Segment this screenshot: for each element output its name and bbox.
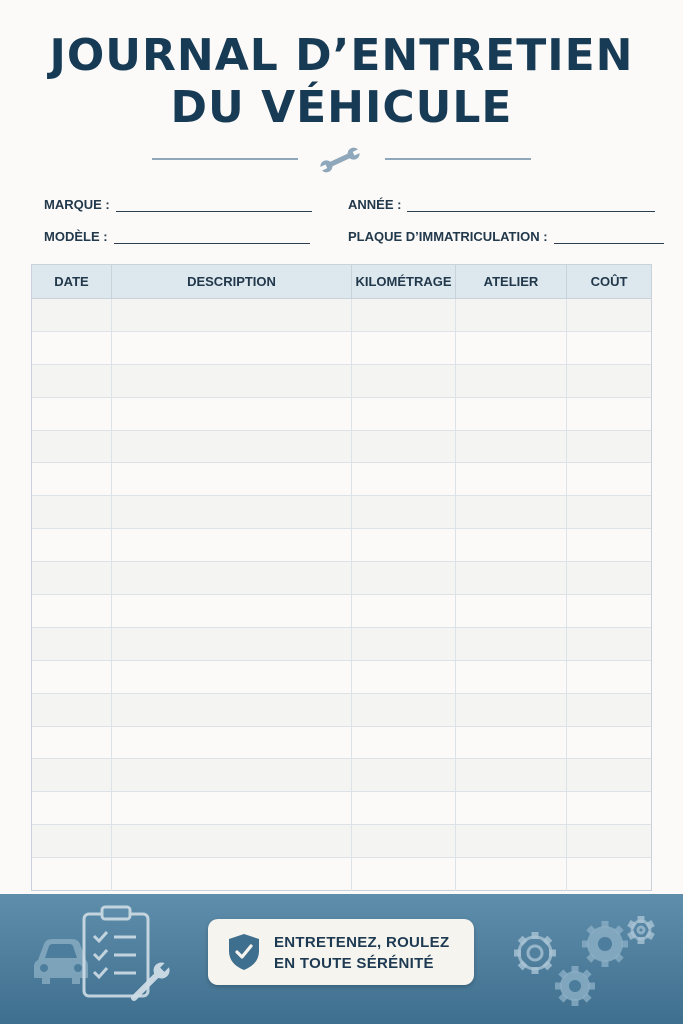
table-cell[interactable]: [32, 595, 112, 627]
field-modele-line[interactable]: [114, 231, 310, 244]
table-cell[interactable]: [456, 694, 567, 726]
table-row: [32, 727, 651, 760]
table-cell[interactable]: [352, 332, 456, 364]
table-cell[interactable]: [567, 398, 651, 430]
slogan-badge: [208, 919, 474, 985]
table-cell[interactable]: [567, 694, 651, 726]
table-cell[interactable]: [352, 858, 456, 891]
table-cell[interactable]: [32, 628, 112, 660]
table-cell[interactable]: [32, 529, 112, 561]
table-row: [32, 825, 651, 858]
wrench-icon: [316, 145, 364, 175]
field-annee-line[interactable]: [407, 199, 655, 212]
table-cell[interactable]: [352, 727, 456, 759]
table-cell[interactable]: [456, 858, 567, 891]
table-cell[interactable]: [456, 628, 567, 660]
table-cell[interactable]: [112, 463, 352, 495]
table-header-row: [32, 265, 651, 299]
table-cell[interactable]: [112, 398, 352, 430]
gear-tooth: [555, 983, 562, 990]
gear-tooth: [602, 960, 609, 967]
table-cell[interactable]: [112, 759, 352, 791]
field-plaque-line[interactable]: [554, 231, 664, 244]
table-cell[interactable]: [112, 299, 352, 331]
table-row: [32, 463, 651, 496]
table-cell[interactable]: [352, 431, 456, 463]
table-cell[interactable]: [112, 825, 352, 857]
gear-tooth: [638, 937, 645, 944]
gear-tooth: [572, 999, 579, 1006]
gear-tooth: [621, 941, 628, 948]
table-cell[interactable]: [456, 562, 567, 594]
table-cell[interactable]: [32, 825, 112, 857]
table-row: [32, 759, 651, 792]
table-cell[interactable]: [456, 595, 567, 627]
table-cell[interactable]: [567, 463, 651, 495]
table-cell[interactable]: [567, 365, 651, 397]
field-marque[interactable]: [44, 194, 312, 212]
table-cell[interactable]: [567, 628, 651, 660]
page-title-line-2: DU VÉHICULE: [170, 82, 513, 133]
table-cell[interactable]: [112, 529, 352, 561]
table-cell[interactable]: [112, 858, 352, 891]
table-row: [32, 529, 651, 562]
table-row: [32, 365, 651, 398]
table-cell[interactable]: [456, 529, 567, 561]
table-cell[interactable]: [112, 562, 352, 594]
wrench-icon: [126, 957, 175, 1006]
gear-tooth: [542, 960, 552, 970]
shield-check-icon: [226, 932, 262, 972]
table-row: [32, 431, 651, 464]
table-cell[interactable]: [32, 365, 112, 397]
table-cell[interactable]: [567, 759, 651, 791]
title-divider: [150, 145, 533, 175]
table-cell[interactable]: [567, 727, 651, 759]
gear-tooth: [518, 960, 528, 970]
gear-tooth: [602, 921, 609, 928]
table-cell[interactable]: [567, 496, 651, 528]
table-cell[interactable]: [352, 694, 456, 726]
table-row: [32, 858, 651, 891]
gears-decoration: [505, 908, 665, 1012]
table-cell[interactable]: [567, 792, 651, 824]
table-cell[interactable]: [352, 595, 456, 627]
field-modele-label: MODÈLE :: [44, 229, 108, 244]
table-cell[interactable]: [112, 661, 352, 693]
table-row: [32, 398, 651, 431]
table-cell[interactable]: [32, 398, 112, 430]
table-cell[interactable]: [352, 496, 456, 528]
field-plaque-label: PLAQUE D’IMMATRICULATION :: [348, 229, 548, 244]
table-cell[interactable]: [456, 759, 567, 791]
column-header-date: DATE: [32, 265, 112, 298]
table-cell[interactable]: [567, 431, 651, 463]
table-cell[interactable]: [352, 299, 456, 331]
table-cell[interactable]: [112, 431, 352, 463]
table-cell[interactable]: [352, 529, 456, 561]
field-marque-label: MARQUE :: [44, 197, 110, 212]
table-cell[interactable]: [456, 463, 567, 495]
table-cell[interactable]: [456, 496, 567, 528]
table-cell[interactable]: [352, 792, 456, 824]
table-row: [32, 496, 651, 529]
gear-tooth: [532, 967, 539, 974]
table-cell[interactable]: [352, 463, 456, 495]
table-cell[interactable]: [352, 661, 456, 693]
table-cell[interactable]: [112, 496, 352, 528]
table-cell[interactable]: [567, 661, 651, 693]
table-cell[interactable]: [32, 496, 112, 528]
field-marque-line[interactable]: [116, 199, 312, 212]
slogan-text: [274, 932, 449, 974]
column-header-cout: COÛT: [590, 274, 628, 289]
slogan-line-1: ENTRETENEZ, ROULEZ: [274, 934, 450, 951]
table-cell[interactable]: [567, 332, 651, 364]
table-cell[interactable]: [456, 431, 567, 463]
footer-banner: [0, 894, 683, 1024]
gear-tooth: [588, 983, 595, 990]
column-header-description: DESCRIPTION: [112, 265, 352, 298]
table-row: [32, 694, 651, 727]
table-cell[interactable]: [352, 365, 456, 397]
table-cell[interactable]: [112, 694, 352, 726]
table-cell[interactable]: [32, 463, 112, 495]
gear-tooth: [514, 950, 521, 957]
table-cell[interactable]: [456, 825, 567, 857]
table-cell[interactable]: [112, 595, 352, 627]
table-cell[interactable]: [567, 529, 651, 561]
table-cell[interactable]: [456, 365, 567, 397]
gear-tooth: [549, 950, 556, 957]
column-header-kilometrage: KILOMÉTRAGE: [352, 265, 456, 298]
page-title: [0, 30, 683, 134]
divider-line-left: [152, 158, 298, 160]
table-cell[interactable]: [32, 694, 112, 726]
table-cell[interactable]: [567, 858, 651, 891]
table-cell[interactable]: [32, 759, 112, 791]
table-row: [32, 595, 651, 628]
table-cell[interactable]: [352, 825, 456, 857]
table-cell[interactable]: [567, 595, 651, 627]
table-cell[interactable]: [352, 759, 456, 791]
gear-tooth: [638, 916, 645, 923]
table-cell[interactable]: [32, 299, 112, 331]
table-cell[interactable]: [112, 332, 352, 364]
field-modele[interactable]: [44, 226, 310, 244]
table-cell[interactable]: [567, 825, 651, 857]
page-title-line-1: JOURNAL D’ENTRETIEN: [49, 30, 634, 81]
table-cell[interactable]: [32, 727, 112, 759]
field-annee-label: ANNÉE :: [348, 197, 402, 212]
clipboard-checklist-icon: [80, 904, 176, 1008]
table-row: [32, 332, 651, 365]
table-cell[interactable]: [112, 727, 352, 759]
table-cell[interactable]: [456, 661, 567, 693]
table-body: [32, 299, 651, 891]
field-annee[interactable]: [348, 194, 655, 212]
maintenance-log-table: [31, 264, 652, 891]
table-cell[interactable]: [567, 299, 651, 331]
table-cell[interactable]: [352, 628, 456, 660]
gear-tooth: [582, 941, 589, 948]
slogan-line-2: EN TOUTE SÉRÉNITÉ: [274, 955, 434, 972]
field-plaque[interactable]: [348, 226, 664, 244]
table-row: [32, 299, 651, 332]
gear-tooth: [518, 936, 528, 946]
table-cell[interactable]: [456, 299, 567, 331]
table-row: [32, 628, 651, 661]
table-cell[interactable]: [567, 562, 651, 594]
gear-tooth: [572, 966, 579, 973]
table-cell[interactable]: [456, 332, 567, 364]
table-cell[interactable]: [32, 562, 112, 594]
table-cell[interactable]: [456, 727, 567, 759]
gear-tooth: [542, 936, 552, 946]
table-cell[interactable]: [456, 792, 567, 824]
table-cell[interactable]: [112, 628, 352, 660]
table-cell[interactable]: [32, 661, 112, 693]
table-cell[interactable]: [32, 792, 112, 824]
table-cell[interactable]: [32, 332, 112, 364]
table-cell[interactable]: [112, 792, 352, 824]
table-cell[interactable]: [352, 562, 456, 594]
table-row: [32, 562, 651, 595]
table-row: [32, 792, 651, 825]
table-cell[interactable]: [112, 365, 352, 397]
table-cell[interactable]: [456, 398, 567, 430]
table-cell[interactable]: [32, 431, 112, 463]
table-cell[interactable]: [32, 858, 112, 891]
table-row: [32, 661, 651, 694]
gear-tooth: [532, 932, 539, 939]
column-header-atelier: ATELIER: [456, 265, 567, 298]
divider-line-right: [385, 158, 531, 160]
table-cell[interactable]: [352, 398, 456, 430]
